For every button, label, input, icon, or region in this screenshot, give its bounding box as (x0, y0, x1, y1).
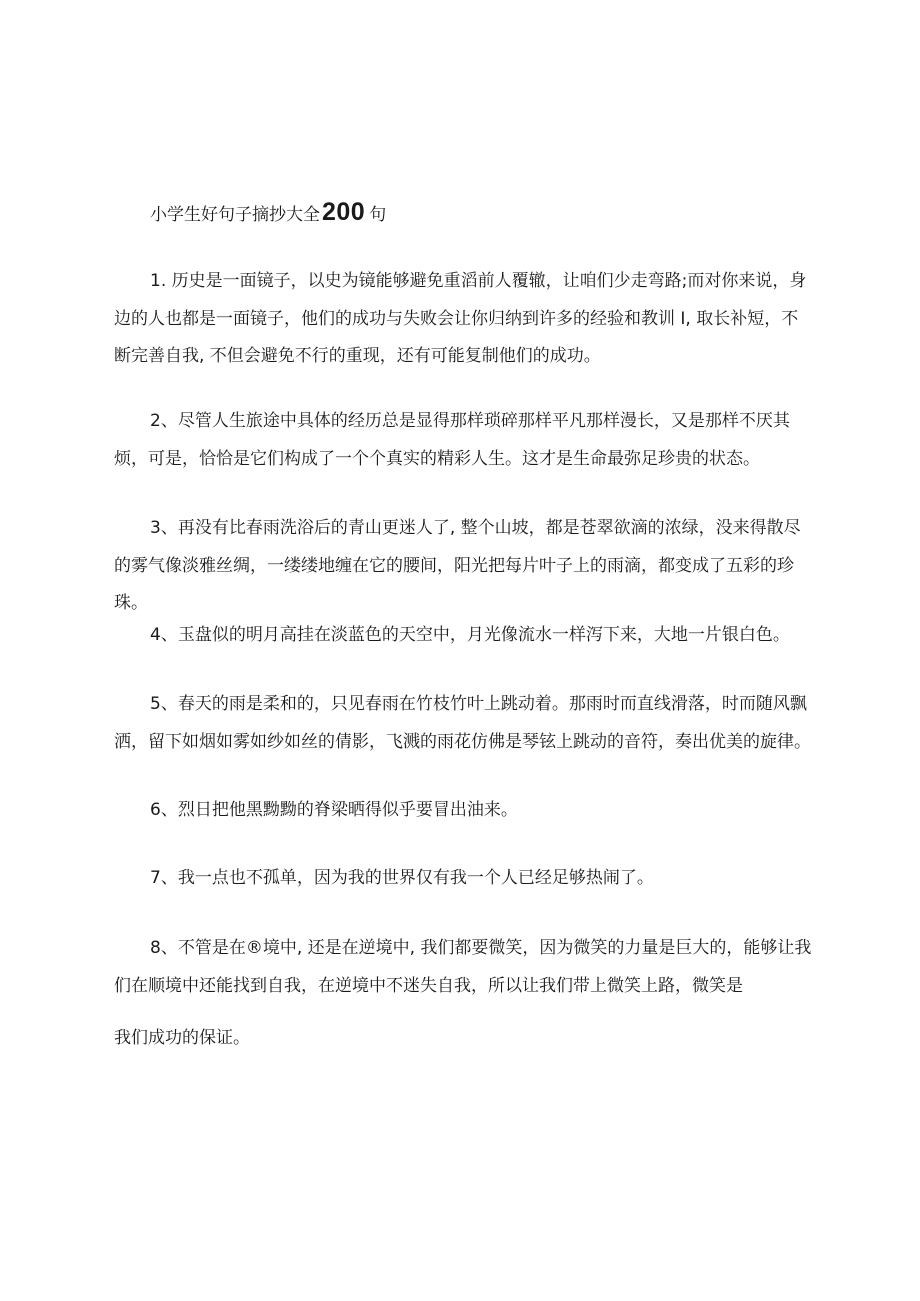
sentence-paragraph-7: 7、我一点也不孤单，因为我的世界仅有我一个人已经足够热闹了。 (150, 868, 654, 888)
sentence-paragraph-1: 1. 历史是一面镜子，以史为镜能够避免重滔前人覆辙，让咱们少走弯路;而对你来说，身边的人也都是一面镜子，他们的成功与失败会让你归纳到许多的经验和教训 I, 取长补短，不断完善自我, 不但会避免不行的重现，还有可能复制他们的成功。 (114, 271, 807, 366)
sentence-paragraph-2: 2、尽管人生旅途中具体的经历总是显得那样琐碎那样平凡那样漫长，又是那样不厌其烦，可是，恰恰是它们构成了一个个真实的精彩人生。这才是生命最弥足珍贵的状态。 (114, 411, 790, 469)
sentence-paragraph-6: 6、烈日把他黑黝黝的脊梁晒得似乎要冒出油来。 (150, 800, 518, 820)
title-prefix: 小学生好句子摘抄大全 (150, 205, 320, 225)
title-suffix: 句 (369, 205, 387, 225)
paragraph-8-continuation: 我们成功的保证。 (114, 1028, 250, 1048)
sentence-paragraph-4: 4、玉盘似的明月高挂在淡蓝色的天空中，月光像流水一样泻下来，大地一片银白色。 (150, 625, 790, 645)
sentence-paragraph-3: 3、再没有比春雨洗浴后的青山更迷人了, 整个山坡，都是苍翠欲滴的浓绿，没来得散尽的雾气像淡雅丝绸，一缕缕地缠在它的腰间，阳光把每片叶子上的雨滴，都变成了五彩的珍珠。 (114, 518, 801, 613)
sentence-paragraph-8: 8、不管是在®境中, 还是在逆境中, 我们都要微笑，因为微笑的力量是巨大的，能够让我们在顺境中还能找到自我，在逆境中不迷失自我，所以让我们带上微笑上路，微笑是 (114, 938, 812, 996)
document-title (150, 196, 386, 231)
title-number: 200 (322, 198, 366, 226)
sentence-paragraph-5: 5、春天的雨是柔和的，只见春雨在竹枝竹叶上跳动着。那雨时而直线滑落，时而随风飘洒，留下如烟如雾如纱如丝的倩影，飞溅的雨花仿佛是琴铉上跳动的音符，奏出优美的旋律。 (114, 694, 811, 752)
